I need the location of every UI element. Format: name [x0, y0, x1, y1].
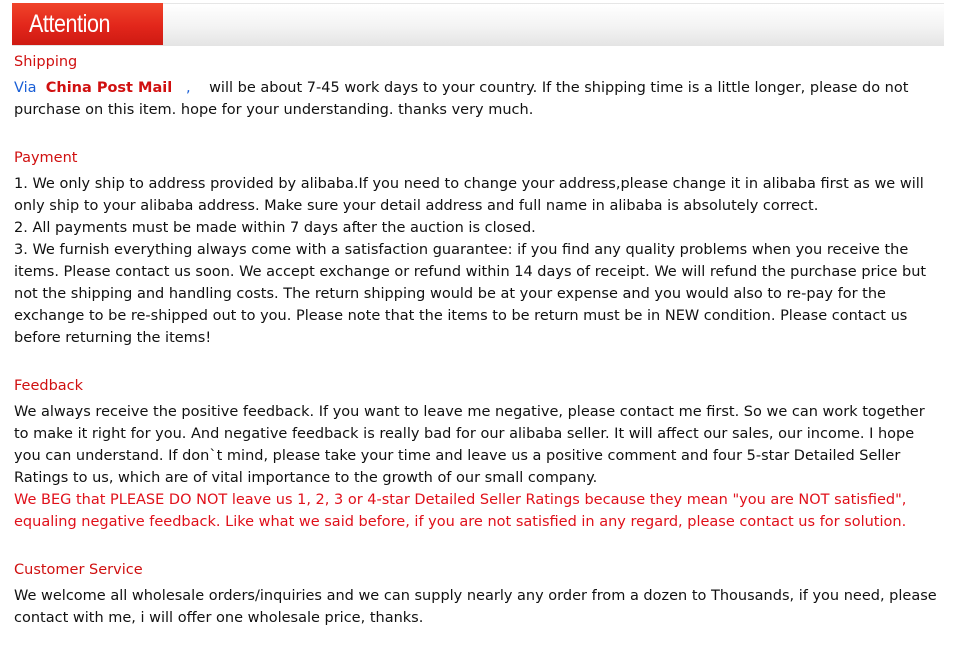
- via-label: Via: [14, 80, 37, 96]
- attention-tab: [12, 3, 163, 45]
- payment-line: 1. We only ship to address provided by alibaba.If you need to change your address,please change it in alibaba first as we will: [14, 176, 924, 192]
- shipping-line-1: [14, 77, 944, 99]
- feedback-text: [14, 401, 944, 533]
- customer-service-line: contact with me, i will offer one wholesale price, thanks.: [14, 610, 424, 626]
- shipping-line-2: purchase on this item. hope for your understanding. thanks very much.: [14, 102, 534, 118]
- attention-label: Attention: [29, 9, 111, 38]
- feedback-warning-line: We BEG that PLEASE DO NOT leave us 1, 2, 3 or 4-star Detailed Seller Ratings because they mean "you are NOT satisfied",: [14, 492, 907, 508]
- shipping-comma: ,: [186, 80, 191, 96]
- customer-service-line: We welcome all wholesale orders/inquiries and we can supply nearly any order from a dozen to Thousands, if you need, please: [14, 588, 937, 604]
- payment-line: before returning the items!: [14, 330, 212, 346]
- customer-service-title: Customer Service: [14, 562, 143, 578]
- shipping-line-1-rest: will be about 7-45 work days to your country. If the shipping time is a little longer, please do not: [209, 80, 909, 96]
- carrier-name: China Post Mail: [45, 80, 173, 96]
- payment-line: items. Please contact us soon. We accept exchange or refund within 14 days of receipt. We will refund the purchase price but: [14, 264, 927, 280]
- feedback-line: you can understand. If don`t mind, please take your time and leave us a positive comment and four 5-star Detailed Seller: [14, 448, 901, 464]
- payment-text: [14, 173, 944, 349]
- feedback-warning-line: equaling negative feedback. Like what we said before, if you are not satisfied in any regard, please contact us for solution.: [14, 514, 907, 530]
- payment-line: 2. All payments must be made within 7 days after the auction is closed.: [14, 220, 536, 236]
- feedback-line: Ratings to us, which are of vital importance to the growth of our small company.: [14, 470, 598, 486]
- payment-line: not the shipping and handling costs. The return shipping would be at your expense and you would also to re-pay for the: [14, 286, 886, 302]
- customer-service-text: [14, 585, 944, 629]
- feedback-title: Feedback: [14, 378, 84, 394]
- shipping-title: Shipping: [14, 54, 78, 70]
- payment-title: Payment: [14, 150, 78, 166]
- shipping-text: [14, 77, 944, 121]
- feedback-line: We always receive the positive feedback. If you want to leave me negative, please contact me first. So we can work together: [14, 404, 925, 420]
- payment-line: 3. We furnish everything always come with a satisfaction guarantee: if you find any quality problems when you receive the: [14, 242, 909, 258]
- payment-line: only ship to your alibaba address. Make sure your detail address and full name in alibaba is absolutely correct.: [14, 198, 819, 214]
- payment-line: exchange to be re-shipped out to you. Please note that the items to be return must be in NEW condition. Please contact us: [14, 308, 908, 324]
- feedback-line: to make it right for you. And negative feedback is really bad for our alibaba seller. It will affect our sales, our income. I hope: [14, 426, 915, 442]
